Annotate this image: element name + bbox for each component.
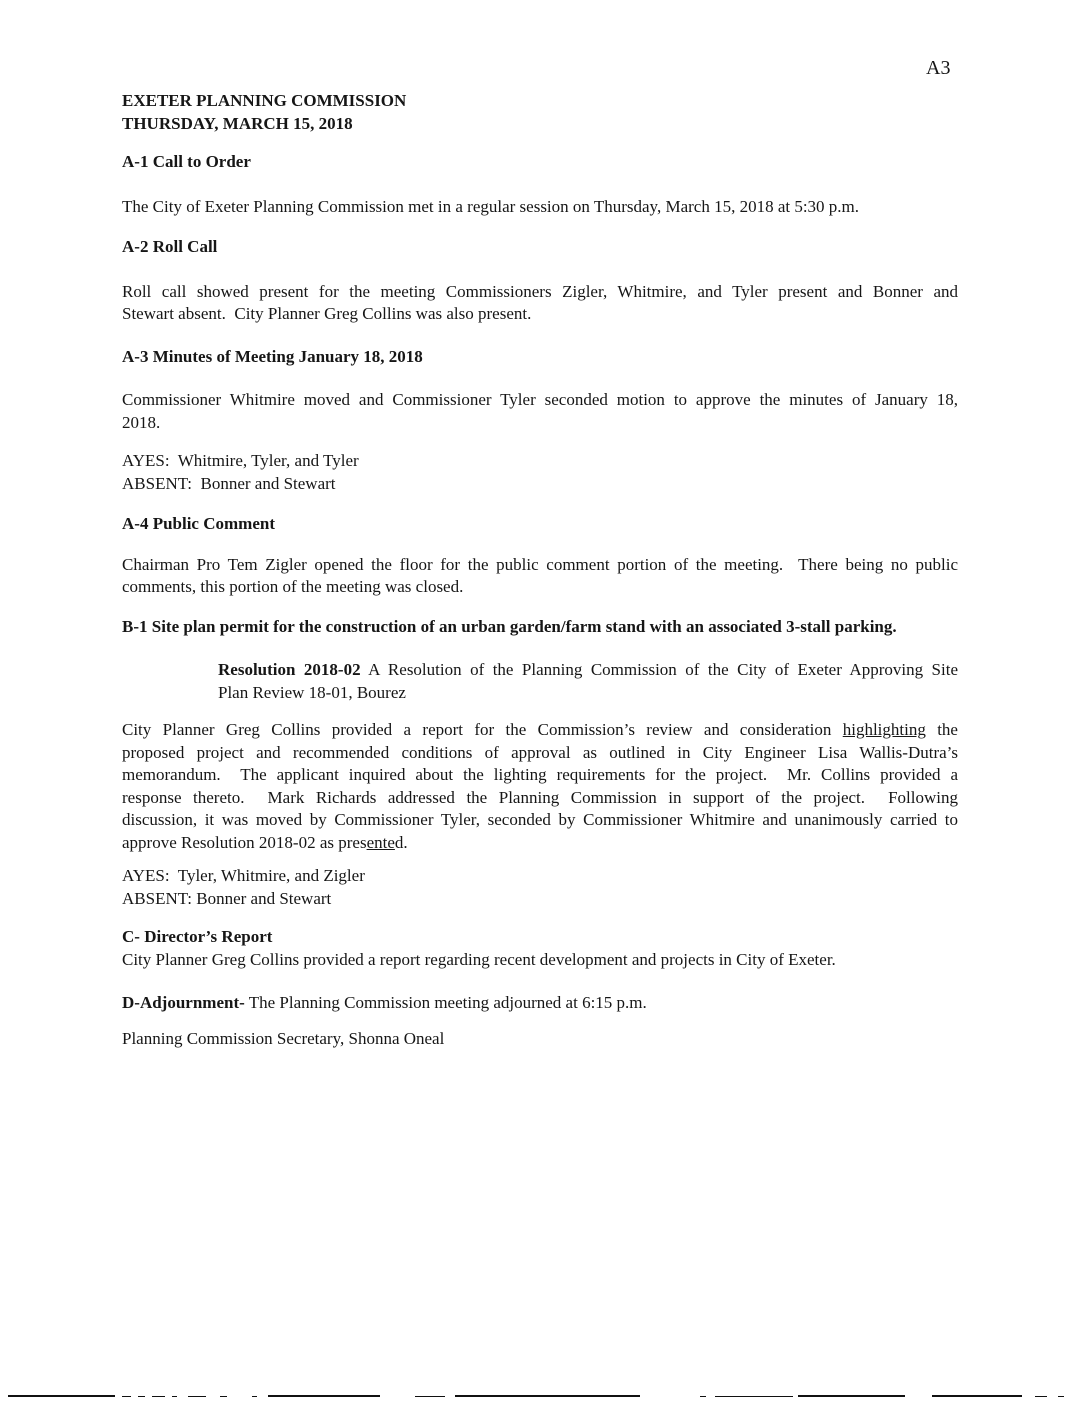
document-body [122,90,958,1050]
text-line: AYES: Whitmire, Tyler, and Tyler [122,451,359,470]
page-number: A3 [926,57,951,79]
para-a4-public-comment [122,554,958,599]
text-line: Commissioner Whitmire moved and Commissioner Tyler seconded motion to approve the minutes of January 18, [122,390,958,409]
para-a3-minutes-motion [122,389,958,434]
para-b1-report [122,719,958,854]
text-line: Chairman Pro Tem Zigler opened the floor for the public comment portion of the meeting. There being no public [122,554,958,574]
para-c-directors-report [122,949,958,972]
text-line: Roll call showed present for the meeting Commissioners Zigler, Whitmire, and Tyler present and Bonner and [122,281,958,301]
text-line: ABSENT: Bonner and Stewart [122,888,332,908]
text-line: memorandum. The applicant inquired about the lighting requirements for the project. Mr. Collins provided a [122,765,958,784]
signature-line: Planning Commission Secretary, Shonna Oneal [122,1028,445,1048]
page-edge-scan-artifact [0,1395,1088,1398]
text-line: Plan Review 18-01, Bourez [218,682,406,702]
para-a1 [122,196,958,219]
para-d-adjournment [122,992,958,1015]
text-line: 2018. [122,412,161,432]
heading-a2: A-2 Roll Call [122,237,218,256]
heading-b1: B-1 Site plan permit for the construction of an urban garden/farm stand with an associated 3-stall parking. [122,616,897,636]
text-line: City Planner Greg Collins provided a report for the Commission’s review and consideration highlighting the [122,720,958,739]
para-b1-resolution [122,659,958,704]
title-line-1: EXETER PLANNING COMMISSION [122,91,407,110]
text-line: D-Adjournment- The Planning Commission meeting adjourned at 6:15 p.m. [122,993,647,1012]
heading-c: C- Director’s Report [122,927,273,946]
heading-a3: A-3 Minutes of Meeting January 18, 2018 [122,346,423,366]
text-line: AYES: Tyler, Whitmire, and Zigler [122,866,365,885]
vote-record-a3 [122,450,958,495]
heading-a4: A-4 Public Comment [122,514,275,533]
text-line: response thereto. Mark Richards addressed the Planning Commission in support of the project. Following [122,787,958,807]
text-line: The City of Exeter Planning Commission met in a regular session on Thursday, March 15, 2018 at 5:30 p.m. [122,196,860,216]
para-a2-roll-call [122,281,958,326]
vote-record-b1 [122,865,958,910]
document-title [122,90,958,135]
text-line: Resolution 2018-02 A Resolution of the Planning Commission of the City of Exeter Approving Site [218,660,958,679]
text-line: City Planner Greg Collins provided a report regarding recent development and projects in City of Exeter. [122,949,836,969]
heading-a1: A-1 Call to Order [122,152,251,171]
text-line: comments, this portion of the meeting was closed. [122,577,464,596]
text-line: discussion, it was moved by Commissioner Tyler, seconded by Commissioner Whitmire and unanimously carried to [122,810,958,829]
text-line: approve Resolution 2018-02 as presented. [122,832,408,852]
section-c [122,926,958,971]
title-line-2: THURSDAY, MARCH 15, 2018 [122,113,353,133]
text-line: proposed project and recommended conditions of approval as outlined in City Engineer Lisa Wallis-Dutra’s [122,742,958,762]
text-line: ABSENT: Bonner and Stewart [122,473,336,493]
text-line: Stewart absent. City Planner Greg Collins was also present. [122,304,532,323]
